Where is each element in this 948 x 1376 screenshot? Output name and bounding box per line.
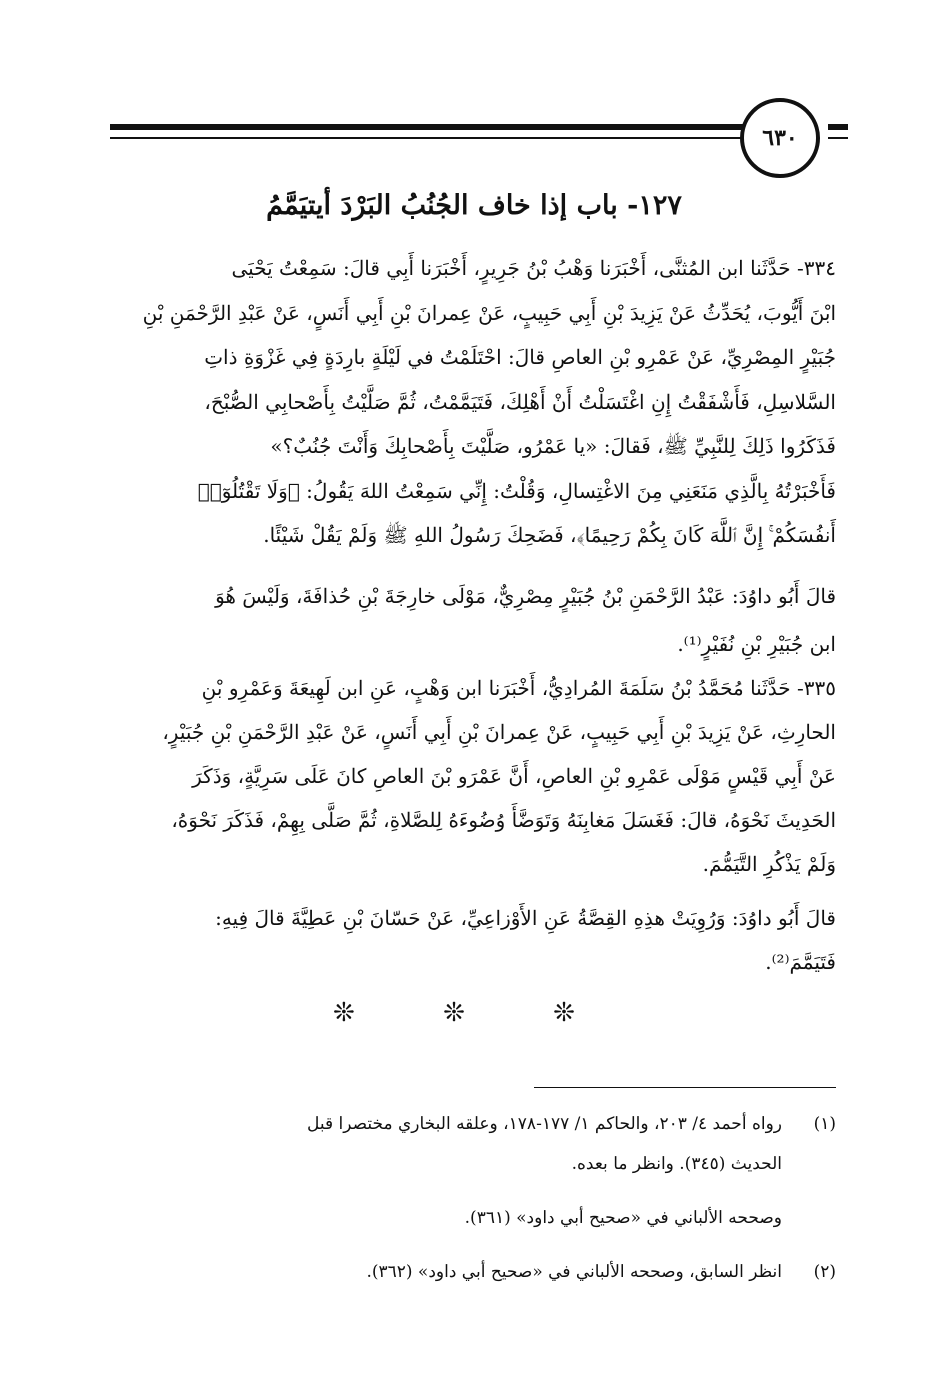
header-rule-thick-end: [828, 124, 848, 130]
chapter-title: ١٢٧- باب إذا خاف الجُنُبُ البَرْدَ أيتيَمَّمُ: [266, 190, 682, 221]
text-line: ٣٣٤- حَدَّثَنا ابن المُثنَّى، أَخْبَرَنا وَهْبُ بْنُ جَرِيرٍ، أَخْبَرَنا أَبِي قالَ: سَمِعْتُ يَحْيَى: [231, 256, 836, 280]
header-rule-thin-end: [828, 137, 848, 139]
abu-dawud-note-335: [106, 896, 836, 984]
footnote-2: [106, 1252, 836, 1292]
page-number: ٦٣٠: [740, 98, 820, 178]
footnote-marker: (٢): [813, 1262, 836, 1282]
footnote-line: الحديث (٣٤٥). وانظر ما بعده.: [571, 1154, 782, 1174]
text-line: عَنْ أَبِي قَيْسٍ مَوْلَى عَمْرِو بْنِ العاصِ، أَنَّ عَمْرَو بْنَ العاصِ كانَ عَلَى سَرِيَّةٍ، وَذَكَرَ: [192, 764, 836, 788]
abu-dawud-note-334: [106, 572, 836, 668]
text-line: فَتَيَمَّمَ⁽²⁾.: [765, 950, 836, 974]
text-line: فَأَخْبَرْتُهُ بِالَّذِي مَنَعَنِي مِنَ الاغْتِسالِ، وَقُلْتُ: إِنِّي سَمِعْتُ اللهَ يَقُولُ: ﴿وَلَا تَقْتُلُوٓا۟: [197, 478, 836, 503]
footnote-rule: [534, 1087, 836, 1088]
text-line: أَنفُسَكُمْ ۚ إِنَّ ٱللَّهَ كَانَ بِكُمْ رَحِيمًا﴾، فَضَحِكَ رَسُولُ اللهِ ﷺ وَلَمْ يَقُلْ شَيْئًا.: [263, 523, 836, 547]
text-line: الحارِثِ، عَنْ يَزِيدَ بْنِ أَبِي حَبِيبٍ، عَنْ عِمرانَ بْنِ أَبِي أَنَسٍ، عَنْ عَبْدِ الرَّحْمَنِ بْنِ جُبَيْرٍ،: [162, 720, 836, 744]
footnote-line: وصححه الألباني في «صحيح أبي داود» (٣٦١).: [464, 1208, 782, 1228]
footnote-line: رواه أحمد ٤/ ٢٠٣، والحاكم ١/ ١٧٧-١٧٨، وعلقه البخاري مختصرا قبل: [306, 1114, 782, 1134]
section-separator: ❊ ❊ ❊: [333, 998, 615, 1028]
footnote-text: [106, 1104, 782, 1238]
header-rule-thin: [110, 137, 744, 139]
footnote-1: [106, 1104, 836, 1238]
footnote-text: [106, 1252, 782, 1292]
text-line: السَّلاسِلِ، فَأَشْفَقْتُ إِنِ اغْتَسَلْتُ أَنْ أَهْلِكَ، فَتَيَمَّمْتُ، ثُمَّ صَلَّيْتُ بِأَصْحابِي الصُّبْحَ،: [204, 389, 836, 414]
text-line: جُبَيْرٍ المِصْرِيِّ، عَنْ عَمْرِو بْنِ العاصِ قالَ: احْتَلَمْتُ في لَيْلَةٍ بارِدَةٍ فِي غَزْوَةِ ذاتِ: [204, 345, 836, 369]
text-line: ابْنَ أَيُّوبَ، يُحَدِّثُ عَنْ يَزِيدَ بْنِ أَبِي حَبِيبٍ، عَنْ عِمرانَ بْنِ أَبِي أَنَسٍ، عَنْ عَبْدِ الرَّحْمَنِ بْنِ: [142, 300, 836, 325]
text-line: قالَ أَبُو داوُدَ: وَرُوِيَتْ هذِهِ القِصَّةُ عَنِ الأَوْزاعِيِّ، عَنْ حَسّانَ بْنِ عَطِيَّةَ قالَ فِيهِ:: [215, 906, 836, 930]
footnote-marker: (١): [813, 1114, 836, 1134]
text-line: ٣٣٥- حَدَّثَنا مُحَمَّدُ بْنُ سَلَمَةَ المُرادِيُّ، أَخْبَرَنا ابن وَهْبٍ، عَنِ ابن لَهِيعَةَ وَعَمْرِو بْنِ: [201, 676, 836, 700]
header-rule-thick: [110, 124, 744, 130]
footnote-line: انظر السابق، وصححه الألباني في «صحيح أبي داود» (٣٦٢).: [366, 1262, 782, 1282]
hadith-334: [106, 246, 836, 558]
hadith-335: [106, 666, 836, 886]
text-line: قالَ أَبُو داوُدَ: عَبْدُ الرَّحْمَنِ بْنُ جُبَيْرٍ مِصْرِيٌّ، مَوْلَى خارِجَةَ بْنِ حُذافَةَ، وَلَيْسَ هُوَ: [215, 584, 836, 608]
text-line: فَذَكَرُوا ذَلِكَ لِلنَّبِيِّ ﷺ، فَقالَ: «يا عَمْرُو، صَلَّيْتَ بِأَصْحابِكَ وَأَنْتَ جُنُبٌ؟»: [270, 434, 836, 458]
text-line: وَلَمْ يَذْكُرِ التَّيَمُّمَ.: [702, 852, 836, 876]
text-line: الحَدِيثَ نَحْوَهُ، قالَ: فَغَسَلَ مَغابِنَهُ وَتَوَضَّأَ وُضُوءَهُ لِلصَّلاةِ، ثُمَّ صَلَّى بِهِمْ، فَذَكَرَ نَحْوَهُ،: [171, 808, 836, 832]
footnotes: [106, 1104, 836, 1292]
text-line: ابن جُبَيْرِ بْنِ نُفَيْرٍ⁽¹⁾.: [677, 632, 836, 656]
